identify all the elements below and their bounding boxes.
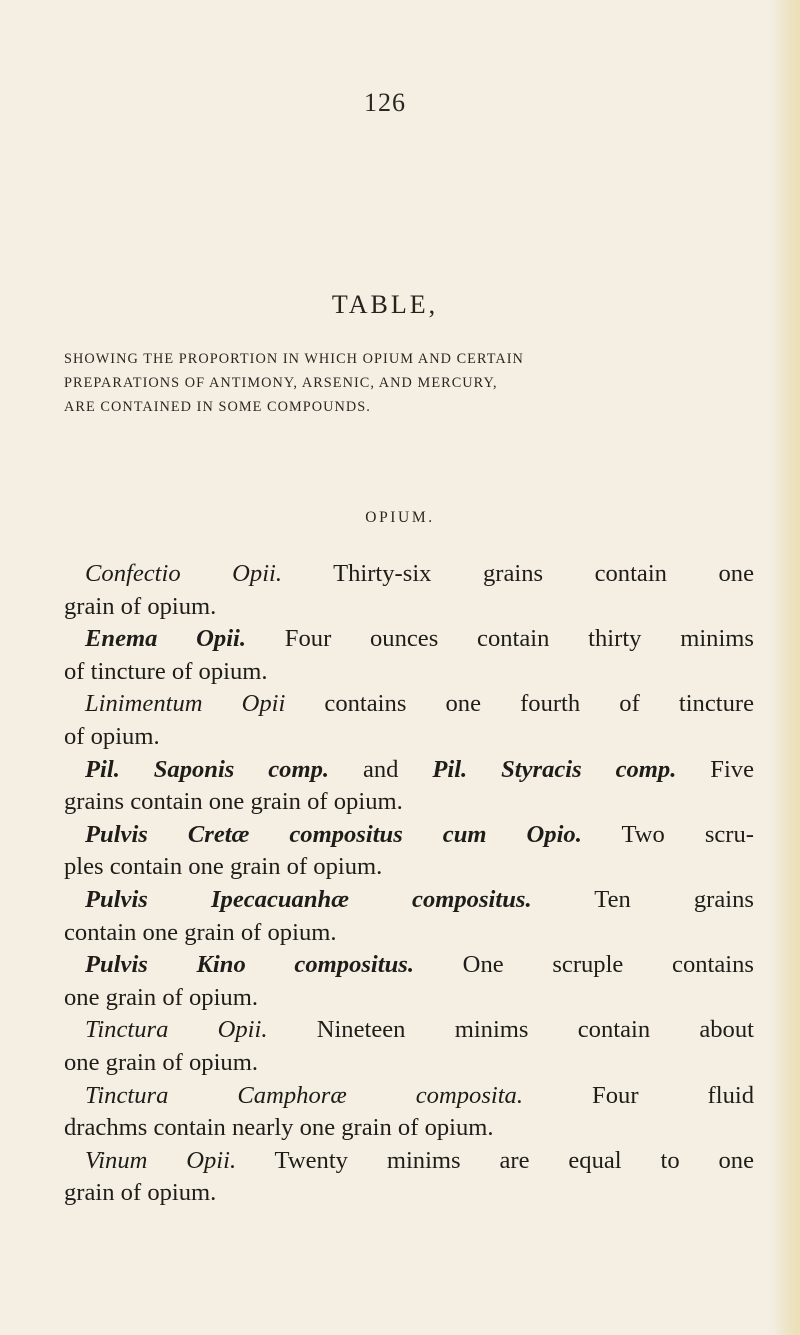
subtitle-line: PREPARATIONS OF ANTIMONY, ARSENIC, AND MERCURY, xyxy=(64,375,498,391)
entry-term: Confectio Opii. xyxy=(85,560,283,587)
entry-line: of opium. xyxy=(64,722,160,750)
entry-tinctura-opii xyxy=(64,1014,754,1079)
subtitle-line: SHOWING THE PROPORTION IN WHICH OPIUM AND CERTAIN xyxy=(64,351,524,367)
entry-vinum-opii xyxy=(64,1145,754,1210)
entry-line xyxy=(64,1080,754,1113)
entry-line xyxy=(64,819,754,852)
entry-term: Enema Opii. xyxy=(85,625,247,653)
table-title: TABLE, xyxy=(331,290,439,319)
opium-entries xyxy=(64,558,754,1210)
entry-term: Pulvis Kino compositus. xyxy=(85,951,414,979)
entry-line: contain one grain of opium. xyxy=(64,918,337,946)
entry-term: Pil. Styracis comp. xyxy=(432,755,677,783)
entry-line: grain of opium. xyxy=(64,1179,217,1207)
entry-text: Thirty-six grains contain one xyxy=(282,560,754,587)
entry-pulvis-kino xyxy=(64,949,754,1014)
entry-line: ples contain one grain of opium. xyxy=(64,853,383,881)
section-heading-opium: OPIUM. xyxy=(365,509,435,526)
page-edge-shading xyxy=(774,0,800,1335)
entry-text: Two scru- xyxy=(581,820,754,848)
entry-linimentum-opii xyxy=(64,688,754,753)
entry-line: of tincture of opium. xyxy=(64,657,268,685)
entry-text: Ten grains xyxy=(531,885,754,913)
entry-line xyxy=(64,949,754,982)
entry-enema-opii xyxy=(64,623,754,688)
entry-line xyxy=(64,623,754,656)
entry-term: Tinctura Opii. xyxy=(85,1016,268,1044)
entry-line: drachms contain nearly one grain of opium. xyxy=(64,1114,494,1142)
entry-tinctura-camphorae xyxy=(64,1080,754,1145)
entry-line xyxy=(64,754,754,787)
entry-line: grain of opium. xyxy=(64,592,217,620)
entry-line: grains contain one grain of opium. xyxy=(64,788,403,816)
entry-text: contains one fourth of tincture xyxy=(285,690,754,718)
entry-text: Five xyxy=(676,755,755,783)
entry-pil-saponis xyxy=(64,754,754,819)
entry-term: Linimentum Opii xyxy=(85,690,286,718)
entry-pulvis-cretae xyxy=(64,819,754,884)
entry-line xyxy=(64,1014,754,1047)
subtitle-line: ARE CONTAINED IN SOME COMPOUNDS. xyxy=(64,399,371,415)
entry-line: one grain of opium. xyxy=(64,1048,258,1076)
entry-term: Pulvis Ipecacuanhæ compositus. xyxy=(85,885,532,913)
entry-text: Four ounces contain thirty minims xyxy=(246,625,754,653)
table-subtitle xyxy=(64,347,744,419)
entry-line xyxy=(64,558,754,591)
entry-text: One scruple contains xyxy=(414,951,754,979)
entry-text: Twenty minims are equal to one xyxy=(236,1146,754,1174)
entry-term: Pil. Saponis comp. xyxy=(85,755,330,783)
entry-term: Tinctura Camphoræ composita. xyxy=(85,1081,524,1109)
entry-term: Pulvis Cretæ compositus cum Opio. xyxy=(85,820,582,848)
entry-confectio-opii xyxy=(64,558,754,623)
entry-text: Nineteen minims contain about xyxy=(267,1016,754,1044)
entry-line xyxy=(64,884,754,917)
page-number: 126 xyxy=(364,88,406,117)
entry-line xyxy=(64,688,754,721)
entry-text: Four fluid xyxy=(523,1081,754,1109)
entry-line xyxy=(64,1145,754,1178)
entry-term: Vinum Opii. xyxy=(85,1146,237,1174)
entry-line: one grain of opium. xyxy=(64,983,258,1011)
entry-pulvis-ipecacuanhae xyxy=(64,884,754,949)
entry-text: and xyxy=(329,755,433,783)
